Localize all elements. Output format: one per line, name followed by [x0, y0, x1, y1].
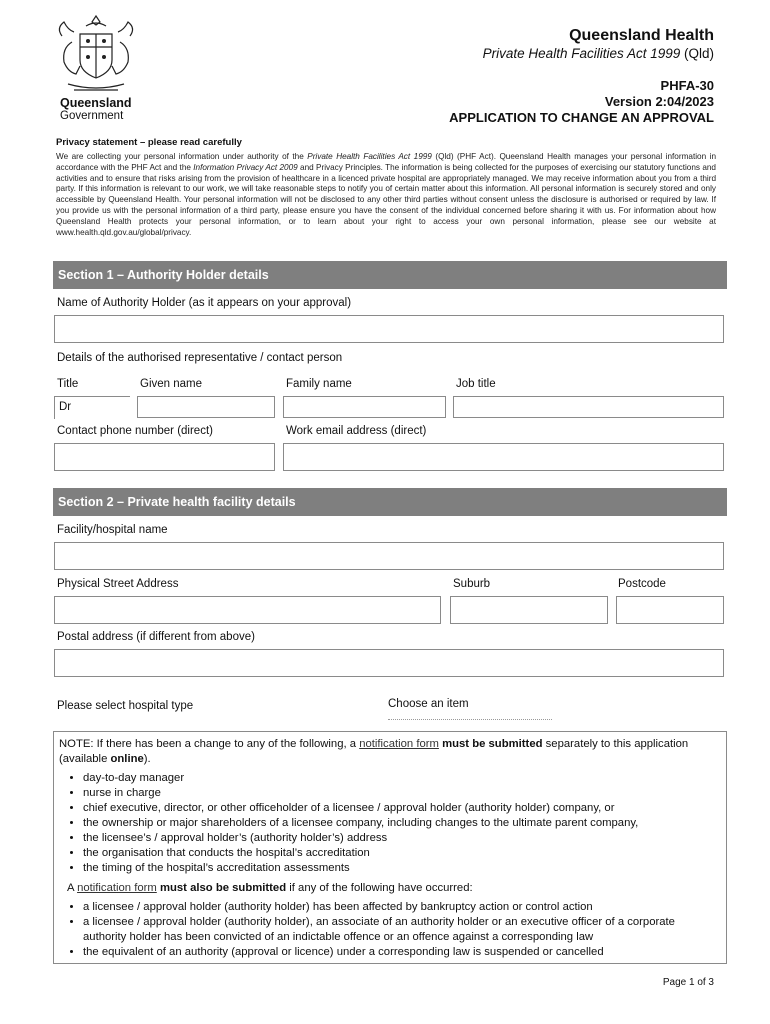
facility-name-input[interactable]: [54, 542, 724, 570]
phone-input[interactable]: [54, 443, 275, 471]
privacy-text-act: Private Health Facilities Act 1999: [307, 152, 432, 161]
list-item: • day-to-day manager: [83, 771, 721, 786]
privacy-heading: Privacy statement – please read carefully: [56, 137, 242, 148]
list-item: • a licensee / approval holder (authority holder) has been affected by bankruptcy action or control action: [83, 900, 721, 915]
title-input[interactable]: [54, 396, 130, 419]
hospital-type-dropdown[interactable]: Choose an item: [388, 698, 552, 720]
note-p1-online: online: [110, 753, 144, 765]
note-p1-text-a: NOTE: If there has been a change to any of the following, a: [59, 738, 360, 750]
list-item: • the ownership or major shareholders of a licensee company, including changes to the ultimate parent company,: [83, 816, 721, 831]
list-item: • the timing of the hospital’s accreditation assessments: [83, 861, 721, 876]
queensland-coat-of-arms-logo: [50, 12, 142, 96]
street-address-input[interactable]: [54, 596, 441, 624]
list-item: • nurse in charge: [83, 786, 721, 801]
postal-address-label: Postal address (if different from above): [57, 631, 255, 643]
note-p1-text-c: separately to this application (available: [59, 738, 689, 765]
note-list-2: [59, 900, 721, 960]
job-title-label: Job title: [456, 378, 496, 390]
section-2-header: Section 2 – Private health facility details: [53, 488, 727, 516]
act-name-suffix: (Qld): [680, 46, 714, 61]
logo-line-2: Government: [60, 110, 124, 122]
government-logo-text: [60, 97, 132, 123]
act-name-italic: Private Health Facilities Act 1999: [482, 46, 681, 61]
authority-holder-label: Name of Authority Holder (as it appears on your approval): [57, 297, 352, 309]
suburb-label: Suburb: [453, 578, 491, 590]
note-p1-bold: must be submitted: [438, 738, 543, 750]
privacy-text-a: We are collecting your personal information under authority of the: [56, 152, 308, 161]
list-item: • the organisation that conducts the hospital’s accreditation: [83, 846, 721, 861]
form-code: PHFA-30: [660, 78, 714, 93]
note-p1-text-e: ).: [143, 753, 151, 765]
logo-line-1: Queensland: [60, 96, 132, 110]
note-p2-text-c: if any of the following have occurred:: [286, 882, 473, 894]
form-title: APPLICATION TO CHANGE AN APPROVAL: [449, 110, 714, 125]
postal-address-input[interactable]: [54, 649, 724, 677]
list-item: • a licensee / approval holder (authority holder), an associate of an authority holder or an executive officer of a corporate authority holder has been convicted of an indictable offence or an offence against a corresponding law: [83, 915, 721, 945]
act-name: [483, 46, 714, 61]
note-paragraph-2: [67, 881, 721, 896]
list-item: • the licensee’s / approval holder’s (authority holder’s) address: [83, 831, 721, 846]
privacy-text-c: (Qld) (PHF Act). Queensland Health manages your personal information in accordance with the PHF Act and the: [56, 152, 716, 172]
given-name-input[interactable]: [137, 396, 275, 418]
email-input[interactable]: [283, 443, 724, 471]
form-version: Version 2:04/2023: [604, 94, 714, 109]
phone-label: Contact phone number (direct): [57, 425, 213, 437]
notification-form-link[interactable]: notification form: [359, 738, 439, 750]
title-label: Title: [57, 378, 79, 390]
note-p2-text-a: A: [67, 882, 78, 894]
list-item: • the equivalent of an authority (approval or licence) under a corresponding law is suspended or cancelled: [83, 945, 721, 960]
form-info: [449, 78, 714, 126]
note-paragraph-1: [59, 737, 721, 767]
title-value: Dr: [59, 401, 72, 413]
family-name-input[interactable]: [283, 396, 446, 418]
section-1-header: Section 1 – Authority Holder details: [53, 261, 727, 289]
email-label: Work email address (direct): [286, 425, 427, 437]
representative-label: Details of the authorised representative / contact person: [57, 352, 343, 364]
street-address-label: Physical Street Address: [57, 578, 179, 590]
job-title-input[interactable]: [453, 396, 724, 418]
list-item: • chief executive, director, or other officeholder of a licensee / approval holder (authority holder) company, or: [83, 801, 721, 816]
org-name: Queensland Health: [569, 27, 714, 44]
note-list-1: [59, 771, 721, 876]
authority-holder-input[interactable]: [54, 315, 724, 343]
note-box: [53, 731, 727, 964]
family-name-label: Family name: [286, 378, 352, 390]
note-p2-bold: must also be submitted: [156, 882, 287, 894]
suburb-input[interactable]: [450, 596, 608, 624]
facility-name-label: Facility/hospital name: [57, 524, 168, 536]
notification-form-link-2[interactable]: notification form: [77, 882, 157, 894]
hospital-type-label: Please select hospital type: [57, 700, 194, 712]
privacy-text: [56, 152, 716, 238]
given-name-label: Given name: [140, 378, 203, 390]
privacy-text-e: and Privacy Principles. The information is being collected for the purposes of exercising our statutory functions and activities and to ensure that risks arising from the provision of healthcare in a licenced private hospital are appropriately managed. We may receive information about you from a third party. If this information is relevant to our work, we will take reasonable steps to notify you of certain matter about this information. All personal information is securely stored and only accessible by Queensland Health. Your personal information will not be disclosed to any other third parties without consent unless the disclosure is authorised or required by law. If you provide us with the personal information of a third party, please ensure you have the consent of the individual concerned before sharing it with us. For information about how Queensland Health protects your personal information, or to learn about your right to access your own personal information, please see our website at www.health.qld.gov.au/global/privacy.: [56, 162, 716, 237]
postcode-label: Postcode: [618, 578, 666, 590]
postcode-input[interactable]: [616, 596, 724, 624]
page-number: Page 1 of 3: [662, 977, 714, 988]
privacy-text-ipa: Information Privacy Act 2009: [193, 162, 298, 172]
